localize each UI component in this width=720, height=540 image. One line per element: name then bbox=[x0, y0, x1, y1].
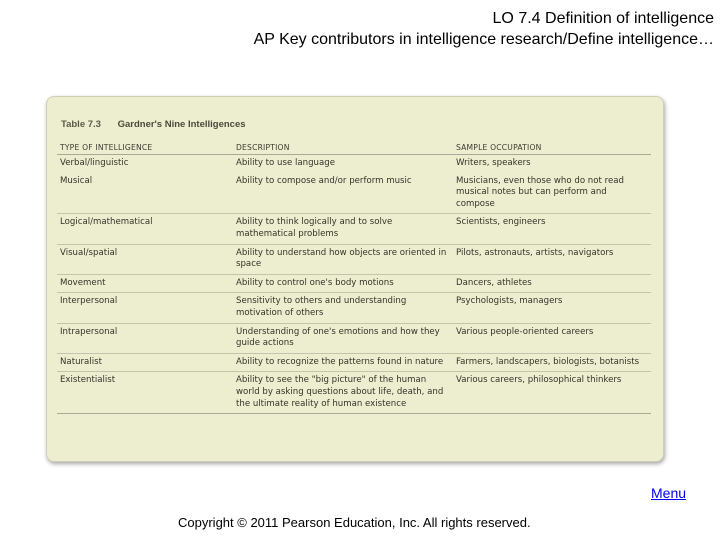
cell-type: Existentialist bbox=[57, 372, 233, 414]
cell-occupation: Musicians, even those who do not read musical notes but can perform and compose bbox=[453, 173, 651, 214]
slide-title-line-2: AP Key contributors in intelligence research/Define intelligence… bbox=[253, 31, 714, 48]
table-row bbox=[57, 293, 651, 323]
column-header-occupation: SAMPLE OCCUPATION bbox=[453, 141, 651, 155]
cell-description: Ability to control one's body motions bbox=[233, 274, 453, 293]
cell-description: Ability to compose and/or perform music bbox=[233, 173, 453, 214]
cell-description: Ability to think logically and to solve mathematical problems bbox=[233, 214, 453, 244]
table-caption bbox=[61, 119, 246, 130]
table-row bbox=[57, 372, 651, 414]
cell-occupation: Farmers, landscapers, biologists, botanists bbox=[453, 353, 651, 372]
table-title: Gardner's Nine Intelligences bbox=[117, 119, 246, 130]
cell-occupation: Dancers, athletes bbox=[453, 274, 651, 293]
slide-header bbox=[254, 8, 714, 50]
table-row bbox=[57, 353, 651, 372]
cell-type: Visual/spatial bbox=[57, 244, 233, 274]
cell-occupation: Scientists, engineers bbox=[453, 214, 651, 244]
cell-type: Verbal/linguistic bbox=[60, 158, 129, 168]
slide-title-line-1: LO 7.4 Definition of intelligence bbox=[492, 10, 714, 27]
table-number: Table 7.3 bbox=[61, 119, 101, 130]
cell-description: Ability to recognize the patterns found in nature bbox=[233, 353, 453, 372]
cell-occupation: Various careers, philosophical thinkers bbox=[453, 372, 651, 414]
cell-type: Intrapersonal bbox=[57, 323, 233, 353]
table-row bbox=[57, 323, 651, 353]
cell-type: Interpersonal bbox=[57, 293, 233, 323]
cell-description: Ability to use language bbox=[236, 158, 335, 168]
cell-description: Understanding of one's emotions and how they guide actions bbox=[233, 323, 453, 353]
cell-occupation: Various people-oriented careers bbox=[453, 323, 651, 353]
table-card bbox=[46, 96, 664, 462]
intelligences-table bbox=[57, 141, 651, 414]
cell-type: Naturalist bbox=[57, 353, 233, 372]
cell-type: Logical/mathematical bbox=[57, 214, 233, 244]
cell-occupation: Writers, speakers bbox=[456, 158, 531, 168]
column-header-type: TYPE OF INTELLIGENCE bbox=[57, 141, 233, 155]
cell-occupation: Psychologists, managers bbox=[453, 293, 651, 323]
table-row bbox=[57, 214, 651, 244]
cell-occupation: Pilots, astronauts, artists, navigators bbox=[453, 244, 651, 274]
menu-link[interactable]: Menu bbox=[651, 485, 687, 501]
table-row bbox=[57, 173, 651, 214]
column-header-description: DESCRIPTION bbox=[233, 141, 453, 155]
cell-description: Ability to understand how objects are oriented in space bbox=[233, 244, 453, 274]
table-row bbox=[57, 274, 651, 293]
cell-type: Musical bbox=[57, 173, 233, 214]
cell-type: Movement bbox=[57, 274, 233, 293]
table-row bbox=[57, 155, 651, 173]
table-row bbox=[57, 244, 651, 274]
copyright-footer: Copyright © 2011 Pearson Education, Inc. All rights reserved. bbox=[178, 515, 531, 530]
cell-description: Ability to see the "big picture" of the human world by asking questions about life, death, and the ultimate reality of human existence bbox=[233, 372, 453, 414]
table-header-row bbox=[57, 141, 651, 155]
cell-description: Sensitivity to others and understanding motivation of others bbox=[233, 293, 453, 323]
